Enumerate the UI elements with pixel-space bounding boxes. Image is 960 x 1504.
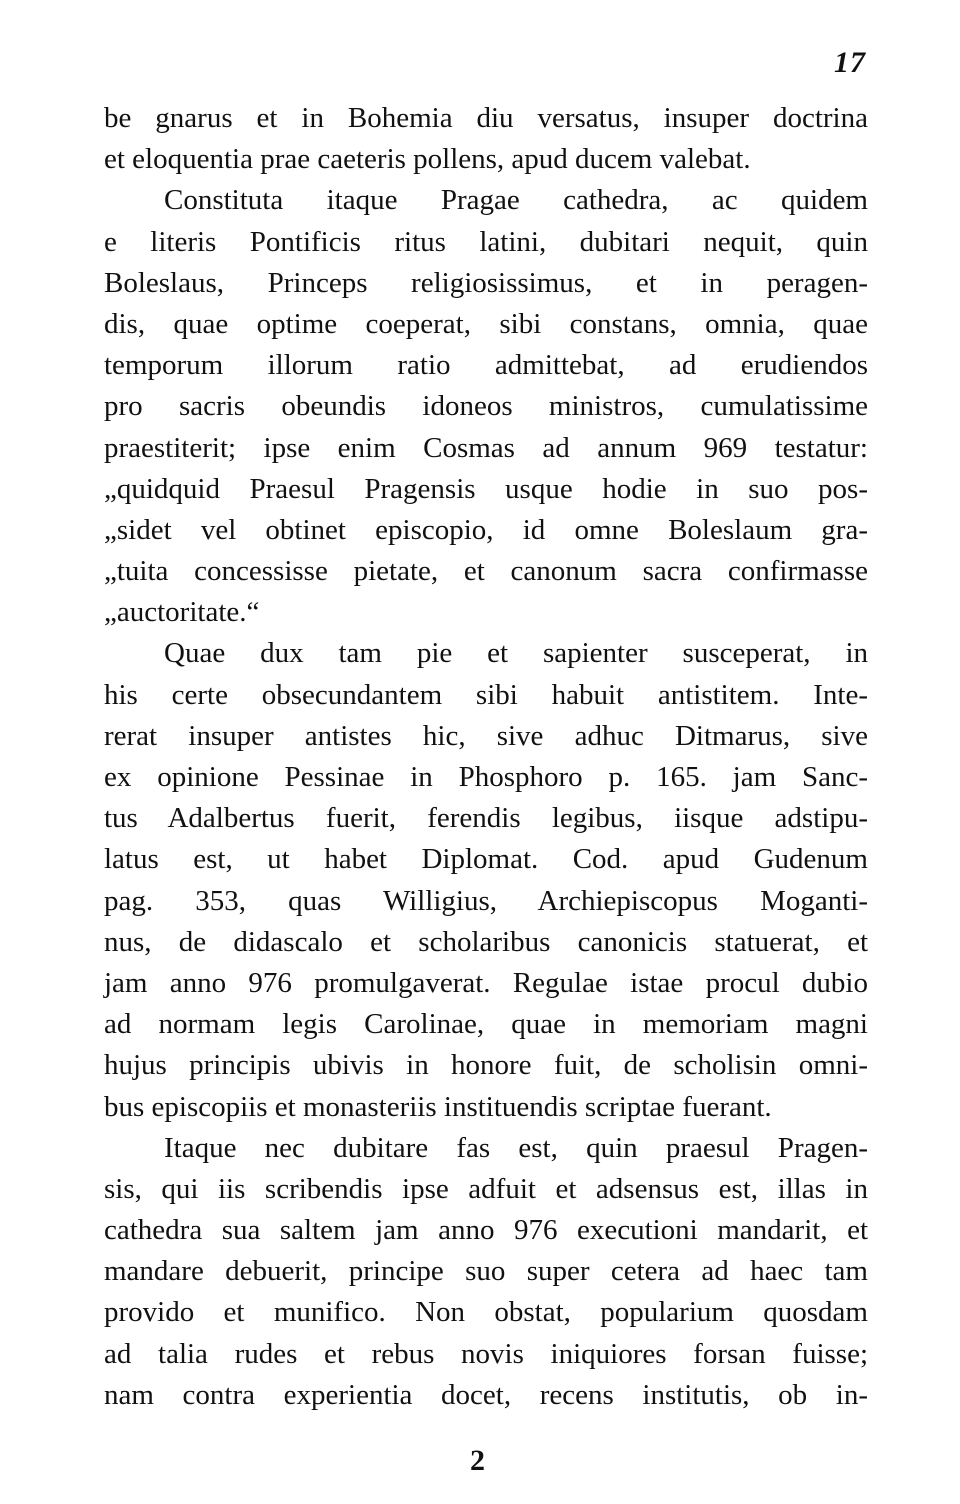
text-line: „tuita concessisse pietate, et canonum sacra confirmasse xyxy=(104,555,868,588)
text-line: Constituta itaque Pragae cathedra, ac quidem xyxy=(164,184,868,217)
text-line: Quae dux tam pie et sapienter susceperat, in xyxy=(164,637,868,670)
text-line: jam anno 976 promulgaverat. Regulae istae procul dubio xyxy=(104,966,868,999)
text-line: pro sacris obeundis idoneos ministros, cumulatissime xyxy=(104,390,868,423)
page-number: 17 xyxy=(834,46,866,79)
text-line: nus, de didascalo et scholaribus canonicis statuerat, et xyxy=(104,925,868,958)
text-line: et eloquentia prae caeteris pollens, apud ducem valebat. xyxy=(104,143,751,176)
text-line: tus Adalbertus fuerit, ferendis legibus, iisque adstipu- xyxy=(104,802,868,835)
text-line: Itaque nec dubitare fas est, quin praesul Pragen- xyxy=(164,1131,868,1164)
text-line: provido et munifico. Non obstat, popularium quosdam xyxy=(104,1296,868,1329)
text-line: rerat insuper antistes hic, sive adhuc Ditmarus, sive xyxy=(104,719,868,752)
text-line: Boleslaus, Princeps religiosissimus, et in peragen- xyxy=(104,266,868,299)
text-line: be gnarus et in Bohemia diu versatus, insuper doctrina xyxy=(104,102,868,134)
text-line: pag. 353, quas Willigius, Archiepiscopus Moganti- xyxy=(104,884,868,917)
text-line: sis, qui iis scribendis ipse adfuit et adsensus est, illas in xyxy=(104,1172,868,1205)
text-line: ex opinione Pessinae in Phosphoro p. 165. jam Sanc- xyxy=(104,761,868,793)
text-line: cathedra sua saltem jam anno 976 executioni mandarit, et xyxy=(104,1214,868,1247)
text-line: „quidquid Praesul Pragensis usque hodie in suo pos- xyxy=(104,472,868,505)
text-line: mandare debuerit, principe suo super cetera ad haec tam xyxy=(104,1255,868,1288)
text-line: hujus principis ubivis in honore fuit, de scholisin omni- xyxy=(104,1049,868,1082)
body-text xyxy=(104,98,868,1416)
text-line: latus est, ut habet Diplomat. Cod. apud Gudenum xyxy=(104,843,868,876)
text-line: ad normam legis Carolinae, quae in memoriam magni xyxy=(104,1008,868,1041)
text-line: ad talia rudes et rebus novis iniquiores forsan fuisse; xyxy=(104,1337,868,1370)
text-line: bus episcopiis et monasteriis instituendis scriptae fuerant. xyxy=(104,1090,772,1123)
text-line: his certe obsecundantem sibi habuit antistitem. Inte- xyxy=(104,678,868,711)
text-line: temporum illorum ratio admittebat, ad erudiendos xyxy=(104,349,868,382)
text-line: „auctoritate.“ xyxy=(104,596,260,629)
text-line: „sidet vel obtinet episcopio, id omne Boleslaum gra- xyxy=(104,513,868,546)
text-line: praestiterit; ipse enim Cosmas ad annum 969 testatur: xyxy=(104,431,868,464)
text-line: e literis Pontificis ritus latini, dubitari nequit, quin xyxy=(104,225,868,258)
text-line: dis, quae optime coeperat, sibi constans, omnia, quae xyxy=(104,307,868,340)
text-line: nam contra experientia docet, recens institutis, ob in- xyxy=(104,1378,868,1411)
signature-mark: 2 xyxy=(470,1444,485,1477)
